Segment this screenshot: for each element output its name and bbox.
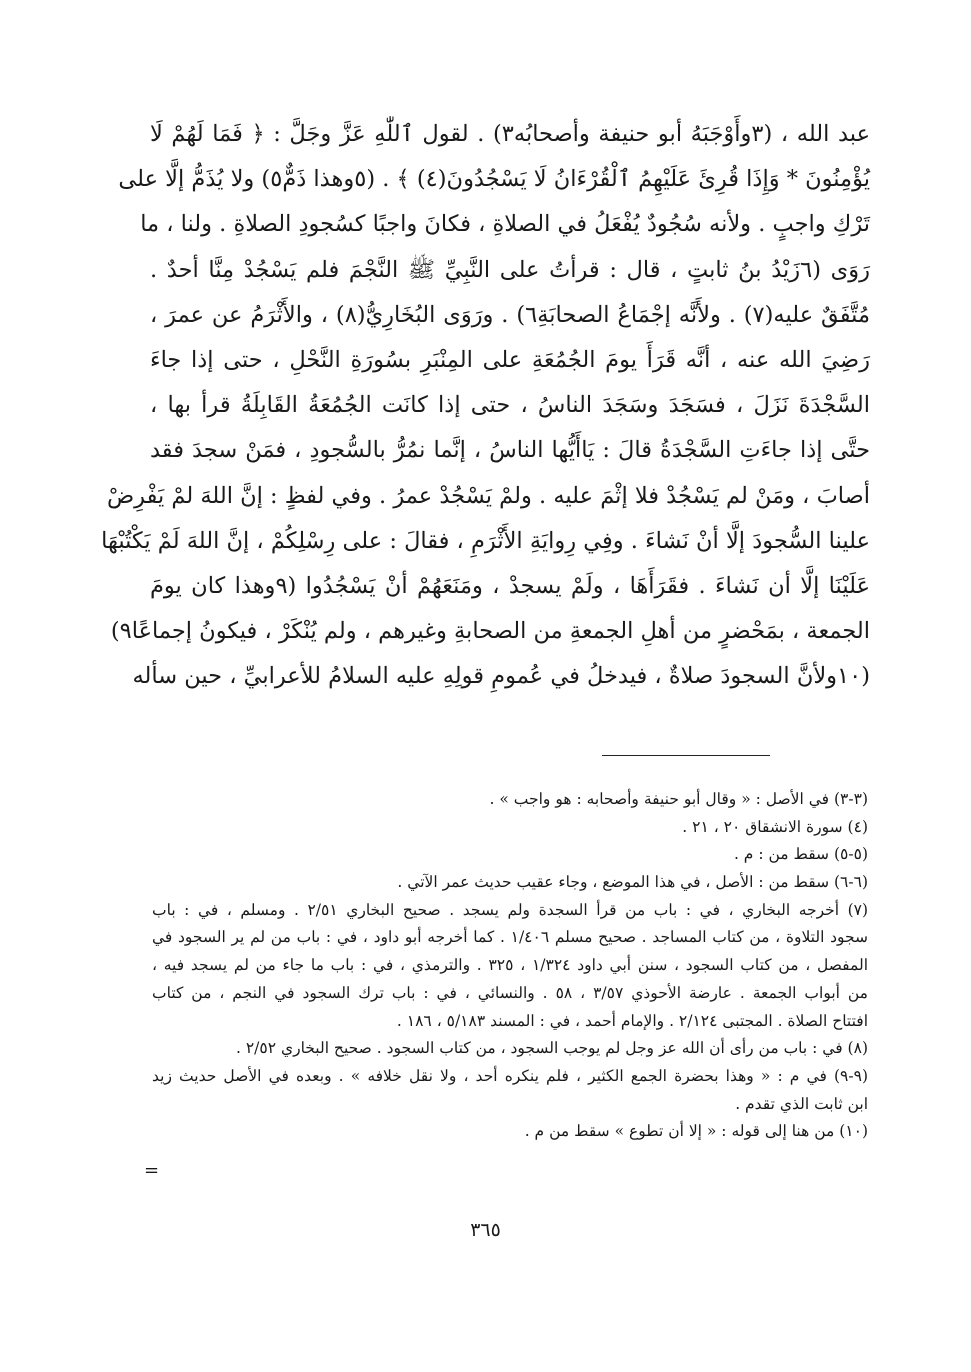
main-text-line: حتَّى إذا جاءَتِ السَّجْدَةُ قالَ : يَاأَيُّها الناسُ ، إنَّما نمُرُّ بالسُّجودِ ، فمَنْ سجدَ فقد <box>150 437 870 464</box>
footnote-line: من أبواب الجمعة . عارضة الأحوذي ٣/٥٧ ، ٥٨ . والنسائي ، في : باب ترك السجود في النجم ، من كتاب <box>152 983 868 1002</box>
main-text-line: رَضِيَ الله عنه ، أنَّه قَرَأَ يومَ الجُمُعَةِ على المِنْبَرِ بسُورَةِ النَّحْلِ ، حتى إذا جاءَ <box>150 346 870 373</box>
footnote-line: المفصل ، من كتاب السجود ، سنن أبي داود ١/٣٢٤ ، ٣٢٥ . والترمذي ، في : باب ما جاء من لم يسجد فيه ، <box>152 956 868 975</box>
footnote-line: (٧) أخرجه البخاري ، في : باب من قرأ السجدة ولم يسجد . صحيح البخاري ٢/٥١ . ومسلم ، في : باب <box>152 900 869 919</box>
main-text-line: (١٠ولأنَّ السجودَ صلاةٌ ، فيدخلُ في عُمومِ قولِهِ عليه السلامُ للأعرابيِّ ، حين سأله <box>132 663 870 690</box>
footnote-line: (٣-٣) في الأصل : « وقال أبو حنيفة وأصحابه : هو واجب » . <box>489 790 868 808</box>
main-text-line: تَرْكِ واجبٍ . ولأنه سُجُودٌ يُفْعَلُ في الصلاةِ ، فكانَ واجبًا كسُجودِ الصلاةِ . ولنا ، ما <box>140 211 870 238</box>
main-text-line: يُؤْمِنُونَ * وَإِذَا قُرِئَ عَلَيْهِمُ ٱلْقُرْءَانُ لَا يَسْجُدُونَ(٤) ﴾ . (٥وهذا ذَمٌّ٥) ولا يُذَمُّ إلَّا على <box>118 166 870 193</box>
main-text-line: رَوَى (٦زَيْدُ بنُ ثابتٍ ، قال : قرأتُ على النَّبِيِّ ﷺ النَّجْمَ فلم يَسْجُدْ مِنَّا أحدٌ . <box>150 256 870 283</box>
footnote-line: (٦-٦) سقط من : الأصل ، في هذا الموضع ، وجاء عقيب حديث عمر الآتي . <box>397 873 868 892</box>
footnote-line: (٩-٩) في م : « وهذا بحضرة الجمع الكثير ، فلم ينكره أحد ، ولا نقل خلافه » . وبعده في الأصل حديث زيد <box>152 1066 868 1085</box>
main-text-block <box>101 112 871 699</box>
continuation-mark: = <box>144 1160 160 1181</box>
main-text-line: أصابَ ، ومَنْ لم يَسْجُدْ فلا إثْمَ عليه . ولمْ يَسْجُدْ عمرُ . وفي لفظٍ : إنَّ اللهَ لمْ يَفْرِضْ <box>106 482 870 509</box>
main-text-line: مُتَّفَقٌ عليه(٧) . ولأَنَّه إجْمَاعُ الصحابَةِ٦) . ورَوَى البُخَارِيُّ(٨) ، والأَثْرَمُ عن عمرَ ، <box>150 301 870 328</box>
footnotes-block <box>152 786 868 1146</box>
footnote-line: (٤) سورة الانشقاق ٢٠ ، ٢١ . <box>682 817 868 836</box>
main-text-line: عَلَيْنَا إلَّا أن نَشاءَ . فقَرَأَهَا ، ولَمْ يسجدْ ، ومَنَعَهُمْ أنْ يَسْجُدُوا (٩وهذا كان يومَ <box>150 572 870 599</box>
footnote-line: (٨) في : باب من رأى أن الله عز وجل لم يوجب السجود ، من كتاب السجود . صحيح البخاري ٢/٥٢ . <box>235 1039 868 1058</box>
footnote-separator <box>602 755 770 756</box>
footnote-line: ابن ثابت الذي تقدم . <box>735 1094 868 1113</box>
main-text-line: عبد الله ، (٣وأَوْجَبَهُ أبو حنيفة وأصحابُه٣) . لقول ٱللّٰهِ عَزَّ وجَلَّ : ﴿ فَمَا لَهُمْ لَا <box>150 121 871 147</box>
footnote-line: (٥-٥) سقط من : م . <box>733 845 868 864</box>
main-text-line: الجمعة ، بمَحْضرٍ من أهلِ الجمعةِ من الصحابةِ وغيرهم ، ولم يُنْكَرْ ، فيكونُ إجماعًا٩) <box>110 618 870 645</box>
main-text-line: السَّجْدَةَ نَزَلَ ، فسَجَدَ وسَجَدَ الناسُ ، حتى إذا كانَت الجُمُعَةُ القَابِلَةُ قرأ بها ، <box>150 392 870 419</box>
footnote-line: سجود التلاوة ، من كتاب المساجد . صحيح مسلم ١/٤٠٦ . كما أخرجه أبو داود ، في : باب من لم ير السجود في <box>152 928 868 947</box>
footnote-line: افتتاح الصلاة . المجتبى ٢/١٢٤ . والإمام أحمد ، في : المسند ٥/١٨٣ ، ١٨٦ . <box>396 1011 868 1030</box>
footnote-line: (١٠) من هنا إلى قوله : « إلا أن تطوع » سقط من م . <box>524 1122 868 1141</box>
page-number: ٣٦٥ <box>470 1219 501 1241</box>
main-text-line: علينا السُّجودَ إلَّا أنْ نَشاءَ . وفِي رِوايَةِ الأَثْرَمِ ، فقالَ : على رِسْلِكُمْ ، إنَّ اللهَ لَمْ يَكْتُبْهَا <box>101 527 870 554</box>
